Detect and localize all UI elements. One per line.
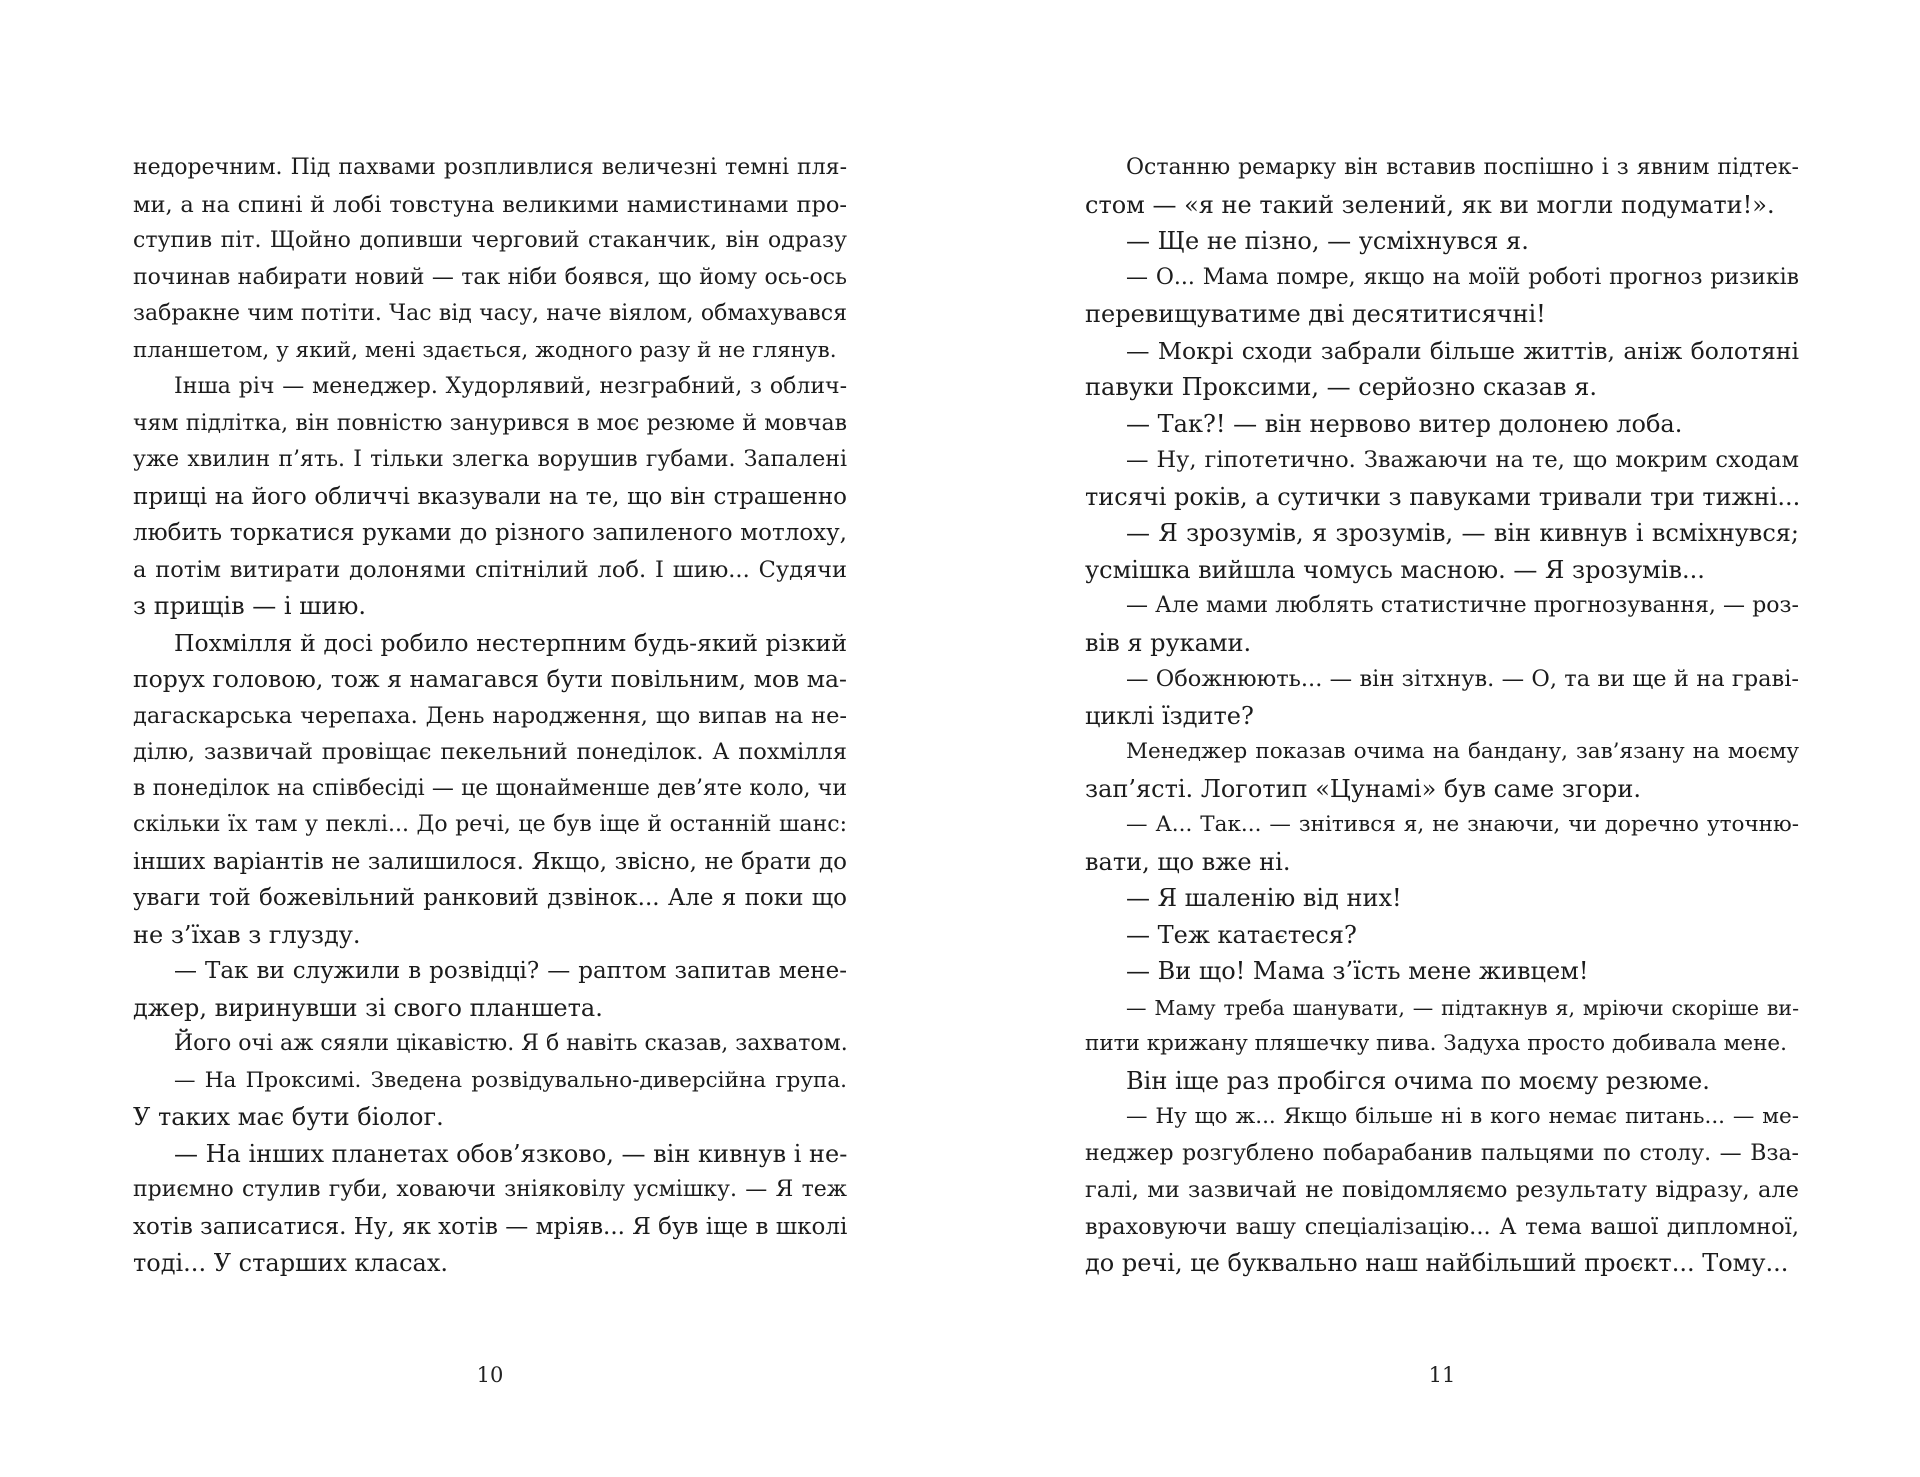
text-line: порух головою, тож я намагався бути повільним, мов ма- xyxy=(133,665,847,693)
text-line: стом — «я не такий зелений, як ви могли подумати!». xyxy=(1085,190,1775,219)
text-line: — Теж катаєтеся? xyxy=(1126,920,1357,949)
text-line: — Так ви служили в розвідці? — раптом запитав мене- xyxy=(174,958,847,984)
text-line: ступив піт. Щойно допивши черговий стаканчик, він одразу xyxy=(133,228,847,253)
text-line: починав набирати новий — так ніби боявся, що йому ось-ось xyxy=(133,264,847,290)
text-line: галі, ми зазвичай не повідомляємо результату відразу, але xyxy=(1085,1177,1799,1203)
text-line: недоречним. Під пахвами розпливлися величезні темні пля- xyxy=(133,155,847,180)
text-line: Його очі аж сяяли цікавістю. Я б навіть сказав, захватом. xyxy=(174,1031,848,1056)
text-line: — Маму треба шанувати, — підтакнув я, мріючи скоріше ви- xyxy=(1126,995,1799,1020)
text-line: тисячі років, а сутички з павуками тривали три тижні... xyxy=(1085,482,1801,511)
text-line: чям підлітка, він повністю занурився в моє резюме й мовчав xyxy=(133,410,847,436)
text-line: — Я зрозумів, я зрозумів, — він кивнув і всміхнувся; xyxy=(1126,519,1799,547)
text-line: планшетом, у який, мені здається, жодного разу й не глянув. xyxy=(133,337,837,363)
text-line: пити крижану пляшечку пива. Задуха просто добивала мене. xyxy=(1085,1031,1787,1056)
text-line: У таких має бути біолог. xyxy=(133,1103,444,1131)
text-line: неджер розгублено побарабанив пальцями по столу. — Вза- xyxy=(1085,1140,1799,1166)
text-line: до речі, це буквально наш найбільший проєкт... Тому... xyxy=(1085,1249,1789,1277)
text-line: Останню ремарку він вставив поспішно і з явним підтек- xyxy=(1126,155,1799,180)
text-line: — Так?! — він нервово витер долонею лоба. xyxy=(1126,409,1683,438)
text-line: уже хвилин п’ять. І тільки злегка ворушив губами. Запалені xyxy=(133,447,847,472)
text-line: хотів записатися. Ну, як хотів — мріяв... Я був іще в школі xyxy=(133,1213,848,1240)
text-line: — На Проксимі. Зведена розвідувально-диверсійна група. xyxy=(174,1067,847,1093)
text-line: вів я руками. xyxy=(1085,628,1252,657)
text-line: в понеділок на співбесіді — це щонайменше дев’яте коло, чи xyxy=(133,775,847,801)
text-line: ділю, зазвичай провіщає пекельний понеділок. А похмілля xyxy=(133,739,847,765)
text-line: не з’їхав з глузду. xyxy=(133,920,361,949)
text-line: а потім витирати долонями спітнілий лоб. І шию... Судячи xyxy=(133,556,847,583)
text-line: зап’ясті. Логотип «Цунамі» був саме згори. xyxy=(1085,774,1641,803)
text-line: Менеджер показав очима на бандану, зав’язану на моєму xyxy=(1126,739,1799,764)
text-line: прищі на його обличчі вказували на те, що він страшенно xyxy=(133,483,847,510)
text-line: забракне чим потіти. Час від часу, наче віялом, обмахувався xyxy=(133,301,847,326)
text-line: — Ще не пізно, — усміхнувся я. xyxy=(1126,227,1529,255)
text-line: любить торкатися руками до різного запиленого мотлоху, xyxy=(133,520,847,546)
right-page xyxy=(1085,150,1801,1387)
text-line: — Ви що! Мама з’їсть мене живцем! xyxy=(1126,957,1589,985)
text-line: — Ну що ж... Якщо більше ні в кого немає питань... — ме- xyxy=(1126,1104,1799,1129)
text-line: інших варіантів не залишилося. Якщо, звісно, не брати до xyxy=(133,848,847,875)
text-line: з прищів — і шию. xyxy=(133,592,366,620)
text-line: — Але мами люблять статистичне прогнозування, — роз- xyxy=(1126,593,1799,618)
text-line: Похмілля й досі робило нестерпним будь-який різкий xyxy=(174,628,847,657)
text-line: ми, а на спині й лобі товстуна великими намистинами про- xyxy=(133,191,847,218)
text-line: циклі їздите? xyxy=(1085,701,1254,730)
right-page-text xyxy=(1085,150,1799,1282)
text-line: усмішка вийшла чомусь масною. — Я зрозумів... xyxy=(1085,555,1705,584)
text-line: джер, виринувши зі свого планшета. xyxy=(133,993,603,1022)
text-line: уваги той божевільний ранковий дзвінок... Але я поки що xyxy=(133,885,847,911)
text-line: Інша річ — менеджер. Худорлявий, незграбний, з облич- xyxy=(174,374,847,399)
text-line: — А... Так... — знітився я, не знаючи, чи доречно уточню- xyxy=(1126,812,1799,837)
text-line: враховуючи вашу спеціалізацію... А тема вашої дипломної, xyxy=(1085,1213,1799,1240)
left-page-number: 10 xyxy=(476,1363,504,1387)
text-line: перевищуватиме дві десятитисячні! xyxy=(1085,300,1546,328)
text-line: — На інших планетах обов’язково, — він кивнув і не- xyxy=(174,1139,848,1168)
text-line: приємно стулив губи, ховаючи зніяковілу усмішку. — Я теж xyxy=(133,1177,847,1202)
left-page-text xyxy=(133,150,847,1282)
text-line: дагаскарська черепаха. День народження, що випав на не- xyxy=(133,702,847,729)
right-page-number: 11 xyxy=(1428,1363,1456,1387)
text-line: тоді... У старших класах. xyxy=(133,1249,448,1277)
text-line: скільки їх там у пеклі... До речі, це був іще й останній шанс: xyxy=(133,812,847,837)
text-line: — О... Мама помре, якщо на моїй роботі прогноз ризиків xyxy=(1126,264,1799,290)
text-line: Він іще раз пробігся очима по моєму резюме. xyxy=(1126,1066,1710,1095)
text-line: — Я шаленію від них! xyxy=(1126,884,1402,912)
left-page xyxy=(133,150,848,1387)
text-line: павуки Проксими, — серйозно сказав я. xyxy=(1085,373,1597,401)
text-line: — Обожнюють... — він зітхнув. — О, та ви ще й на граві- xyxy=(1126,666,1799,692)
text-line: — Мокрі сходи забрали більше життів, аніж болотяні xyxy=(1126,336,1799,365)
text-line: вати, що вже ні. xyxy=(1085,847,1291,876)
text-line: — Ну, гіпотетично. Зважаючи на те, що мокрим сходам xyxy=(1126,447,1799,473)
